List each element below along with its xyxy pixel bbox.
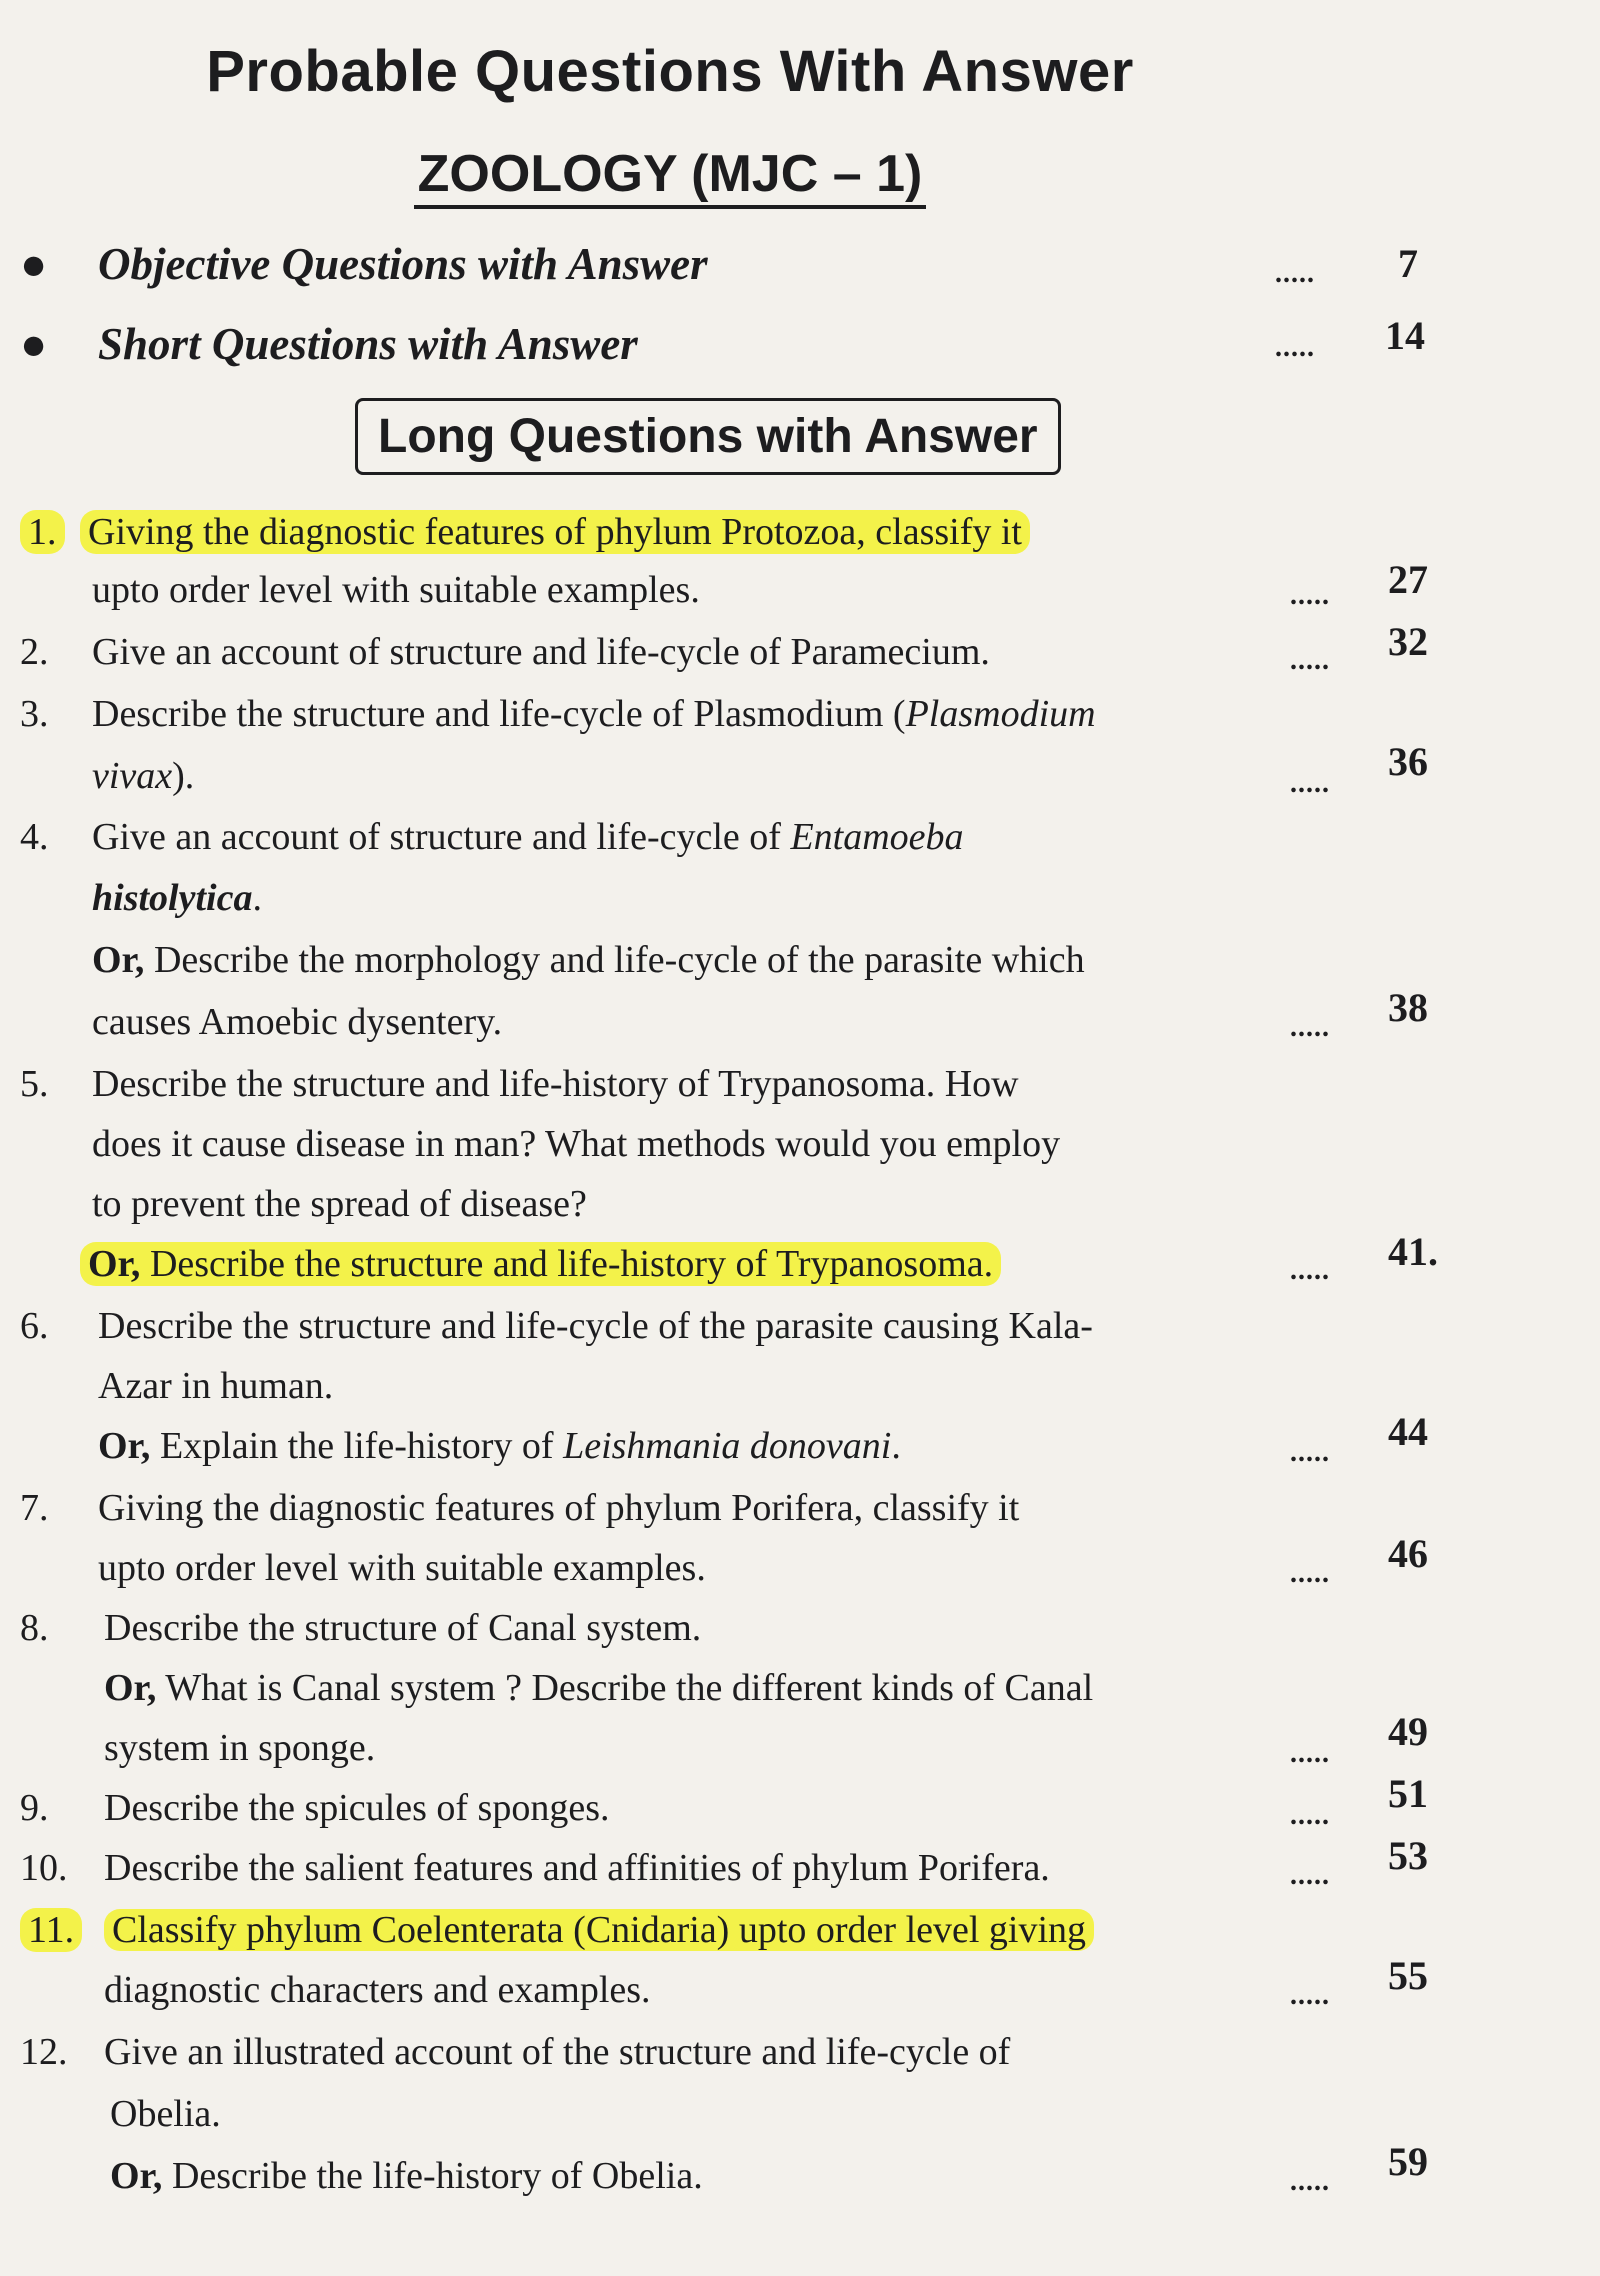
dot-leader: ..... bbox=[1290, 1980, 1330, 2011]
dot-leader: ..... bbox=[1290, 1437, 1330, 1468]
subject-heading bbox=[0, 144, 1340, 204]
or-label: Or, bbox=[98, 1425, 151, 1467]
toc-short-dots: ..... bbox=[1275, 332, 1315, 363]
dot-leader: ..... bbox=[1290, 1738, 1330, 1769]
question-text: Give an account of structure and life-cycle of bbox=[92, 816, 791, 858]
page-number: 51 bbox=[1388, 1771, 1428, 1816]
section-title: Long Questions with Answer bbox=[355, 398, 1061, 475]
dot-leader: ..... bbox=[1290, 1558, 1330, 1589]
question-text: Giving the diagnostic features of phylum Protozoa, classify it bbox=[80, 510, 1030, 554]
question-text: What is Canal system ? Describe the different kinds of Canal bbox=[165, 1667, 1094, 1709]
dot-leader: ..... bbox=[1290, 1800, 1330, 1831]
or-label: Or, bbox=[88, 1243, 141, 1285]
question-text: Give an illustrated account of the structure and life-cycle of bbox=[104, 2031, 1011, 2073]
page-number: 38 bbox=[1388, 985, 1428, 1030]
question-text: Classify phylum Coelenterata (Cnidaria) upto order level giving bbox=[104, 1909, 1094, 1951]
page-number: 55 bbox=[1388, 1953, 1428, 1998]
dot-leader: ..... bbox=[1290, 580, 1330, 611]
bullet-icon: ● bbox=[20, 319, 48, 369]
page-number: 27 bbox=[1388, 557, 1428, 602]
question-text: Give an account of structure and life-cycle of Paramecium. bbox=[92, 631, 990, 673]
question-number: 4. bbox=[20, 816, 49, 858]
toc-objective-label: Objective Questions with Answer bbox=[98, 239, 708, 289]
subject-text: ZOOLOGY (MJC – 1) bbox=[414, 145, 927, 209]
question-text: . bbox=[891, 1425, 901, 1467]
question-number: 9. bbox=[20, 1787, 49, 1829]
question-text: Explain the life-history of bbox=[159, 1425, 564, 1467]
dot-leader: ..... bbox=[1290, 645, 1330, 676]
question-text: Describe the structure and life-history of Trypanosoma. bbox=[149, 1243, 994, 1285]
question-number: 11. bbox=[20, 1908, 82, 1952]
question-text: causes Amoebic dysentery. bbox=[92, 1001, 503, 1043]
species-name: Plasmodium bbox=[905, 693, 1096, 735]
page-number: 53 bbox=[1388, 1833, 1428, 1878]
page-number: 44 bbox=[1388, 1409, 1428, 1454]
dot-leader: ..... bbox=[1290, 1255, 1330, 1286]
question-text: Describe the structure and life-cycle of the parasite causing Kala- bbox=[98, 1305, 1093, 1347]
question-text: to prevent the spread of disease? bbox=[92, 1183, 587, 1225]
question-text: diagnostic characters and examples. bbox=[104, 1969, 651, 2011]
page-number: 59 bbox=[1388, 2139, 1428, 2184]
page-title: Probable Questions With Answer bbox=[206, 39, 1134, 104]
question-number: 8. bbox=[20, 1607, 49, 1649]
dot-leader: ..... bbox=[1290, 1012, 1330, 1043]
question-number: 6. bbox=[20, 1305, 49, 1347]
or-label: Or, bbox=[110, 2155, 163, 2197]
question-number: 3. bbox=[20, 693, 49, 735]
question-number: 2. bbox=[20, 631, 49, 673]
question-text: ). bbox=[172, 755, 195, 797]
question-text: Describe the spicules of sponges. bbox=[104, 1787, 610, 1829]
dot-leader: ..... bbox=[1290, 768, 1330, 799]
page-number: 41. bbox=[1388, 1229, 1438, 1274]
question-number: 5. bbox=[20, 1063, 49, 1105]
dot-leader: ..... bbox=[1290, 1860, 1330, 1891]
question-text: Giving the diagnostic features of phylum Porifera, classify it bbox=[98, 1487, 1020, 1529]
question-text: Describe the morphology and life-cycle of the parasite which bbox=[153, 939, 1085, 981]
question-text: . bbox=[252, 877, 262, 919]
question-text: does it cause disease in man? What methods would you employ bbox=[92, 1123, 1061, 1165]
question-text: Describe the salient features and affinities of phylum Porifera. bbox=[104, 1847, 1050, 1889]
page-number: 32 bbox=[1388, 619, 1428, 664]
toc-short-label: Short Questions with Answer bbox=[98, 319, 638, 369]
question-number: 12. bbox=[20, 2031, 68, 2073]
bullet-icon: ● bbox=[20, 239, 48, 289]
question-text: Azar in human. bbox=[98, 1365, 334, 1407]
species-name: vivax bbox=[92, 755, 173, 797]
species-name: Entamoeba bbox=[790, 816, 964, 858]
dot-leader: ..... bbox=[1290, 2166, 1330, 2197]
question-text: Describe the structure and life-history of Trypanosoma. How bbox=[92, 1063, 1019, 1105]
question-text: upto order level with suitable examples. bbox=[92, 569, 700, 611]
toc-short-page: 14 bbox=[1385, 313, 1425, 358]
question-text: system in sponge. bbox=[104, 1727, 376, 1769]
question-text: Describe the structure of Canal system. bbox=[104, 1607, 702, 1649]
question-number: 10. bbox=[20, 1847, 68, 1889]
question-text: upto order level with suitable examples. bbox=[98, 1547, 706, 1589]
species-name: histolytica bbox=[92, 877, 253, 919]
toc-objective bbox=[20, 238, 708, 290]
toc-objective-dots: ..... bbox=[1275, 258, 1315, 289]
or-label: Or, bbox=[104, 1667, 157, 1709]
page-number: 36 bbox=[1388, 739, 1428, 784]
question-number: 1. bbox=[20, 510, 65, 554]
toc-objective-page: 7 bbox=[1398, 241, 1418, 286]
or-label: Or, bbox=[92, 939, 145, 981]
question-text: Describe the life-history of Obelia. bbox=[171, 2155, 703, 2197]
question-number: 7. bbox=[20, 1487, 49, 1529]
page-number: 46 bbox=[1388, 1531, 1428, 1576]
question-text: Describe the structure and life-cycle of Plasmodium ( bbox=[92, 693, 906, 735]
toc-short bbox=[20, 318, 638, 370]
question-text: Obelia. bbox=[110, 2093, 221, 2135]
page-number: 49 bbox=[1388, 1709, 1428, 1754]
species-name: Leishmania donovani bbox=[563, 1425, 892, 1467]
